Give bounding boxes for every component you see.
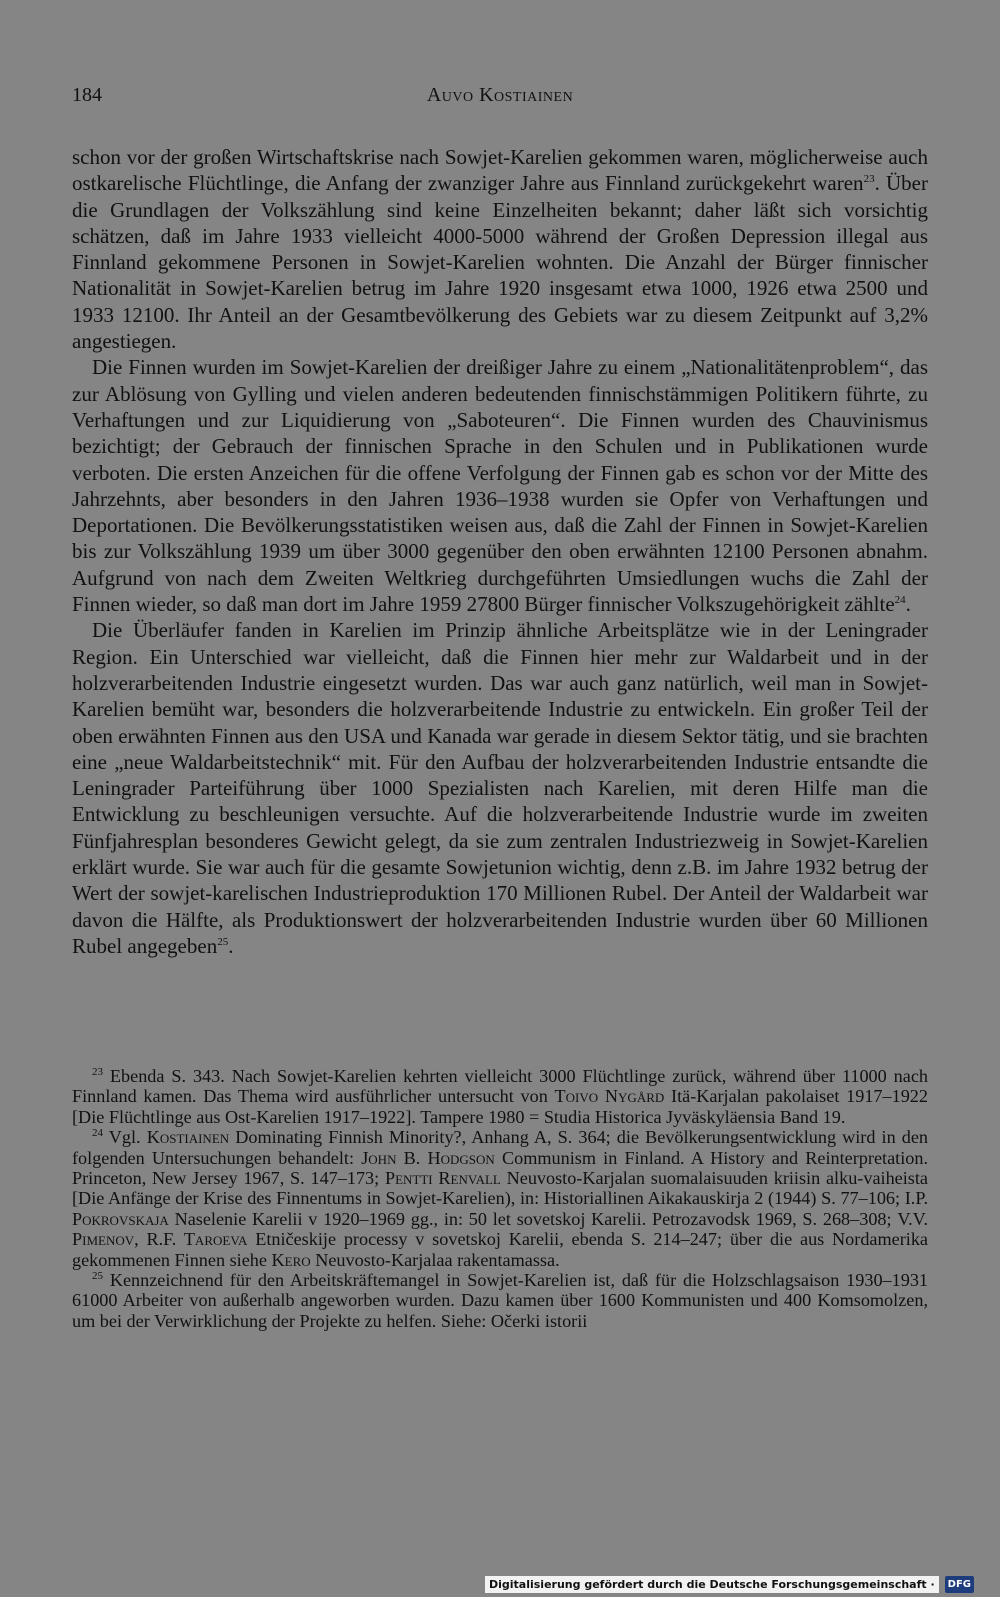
footnote-ref-23: 23	[863, 173, 875, 186]
footnote-author: Kero	[271, 1249, 311, 1270]
page-number: 184	[72, 84, 102, 106]
footnote-text: Ebenda S. 343. Nach Sowjet-Karelien kehrten vielleicht 3000 Flüchtlinge zurück, während über 11000 nach Finnland kamen. Das Thema wird ausführlicher untersucht von	[72, 1066, 928, 1107]
page-header	[72, 84, 928, 114]
footnote-text: Dominating Finnish Minority?, Anhang A, S. 364; die Bevölkerungsentwicklung wird in den folgenden Untersuchungen behandelt:	[72, 1127, 929, 1168]
footnote-23	[72, 1066, 928, 1127]
paragraph-2	[72, 354, 928, 617]
footnote-number: 23	[92, 1065, 103, 1078]
footnote-author: I.P. Pokrovskaja	[72, 1188, 928, 1229]
footnote-text: Neuvosto-Karjalaa rakentamassa.	[310, 1249, 560, 1270]
paragraph-1-text-a: schon vor der großen Wirtschaftskrise nach Sowjet-Karelien gekommen waren, möglicherweise auch ostkarelische Flüchtlinge, die Anfang der zwanziger Jahre aus Finnland zurückgekehrt waren	[72, 145, 928, 196]
footnote-text: Neuvosto-Karjalan suomalaisuuden kriisin alku-vaiheista [Die Anfänge der Krise des Finnentums in Sowjet-Karelien), in: Historiallinen Aikakauskirja 2 (1944) S. 77–106;	[72, 1168, 928, 1209]
footnote-author: V.V. Pimenov, R.F. Taroeva	[72, 1208, 928, 1250]
body-text	[72, 144, 928, 959]
footnote-text: Naselenie Karelii v 1920–1969 gg., in: 50 let sovetskoj Karelii. Petrozavodsk 1969, S. 268–308;	[168, 1208, 898, 1229]
footnote-number: 24	[92, 1127, 103, 1140]
footnote-text: Etničeskije processy v sovetskoj Karelii, ebenda S. 214–247; über die aus Nordamerika gekommenen Finnen siehe	[72, 1229, 928, 1270]
paragraph-2-text-b: .	[905, 592, 911, 617]
paragraph-1	[72, 144, 928, 354]
paragraph-3-text-a: Die Überläufer fanden in Karelien im Prinzip ähnliche Arbeitsplätze wie in der Leningrader Region. Ein Unterschied war vielleicht, daß die Finnen hier mehr zur Waldarbeit und in der holzverarbeitenden Industrie eingesetzt wurden. Das war auch ganz natürlich, weil man in Sowjet-Karelien bemüht war, besonders die holzverarbeitende Industrie zu entwickeln. Ein großer Teil der oben erwähnten Finnen aus den USA und Kanada war gerade in diesem Sektor tätig, und sie brachten eine „neue Waldarbeitstechnik“ mit. Für den Aufbau der holzverarbeitenden Industrie entsandte die Leningrader Parteiführung über 1000 Spezialisten nach Karelien, mit deren Hilfe man die Entwicklung zu beschleunigen versuchte. Auf die holzverarbeitende Industrie wurde im zweiten Fünfjahresplan besonderes Gewicht gelegt, da sie zum zentralen Industriezweig in Sowjet-Karelien erklärt wurde. Sie war auch für die gesamte Sowjetunion wichtig, denn z.B. im Jahre 1932 betrug der Wert der sowjet-karelischen Industrieproduktion 170 Millionen Rubel. Der Anteil der Waldarbeit war davon die Hälfte, als Produktionswert der holzverarbeitenden Industrie wurden über 60 Millionen Rubel angegeben	[72, 618, 928, 958]
footnote-author: Pentti Renvall	[384, 1168, 501, 1189]
footnote-number: 25	[92, 1270, 103, 1282]
footnote-author: Kostiainen	[146, 1127, 230, 1148]
footnote-text: Vgl.	[108, 1127, 147, 1148]
footnote-ref-24: 24	[894, 594, 906, 607]
footnote-author: John B. Hodgson	[361, 1147, 495, 1168]
footnote-25	[72, 1270, 928, 1331]
footnote-text: Itä-Karjalan pakolaiset 1917–1922 [Die Flüchtlinge aus Ost-Karelien 1917–1922]. Tampere 1980 = Studia Historica Jyväskyläensia Band 19.	[72, 1086, 928, 1127]
footnote-text: Kennzeichnend für den Arbeitskräftemangel in Sowjet-Karelien ist, daß für die Holzschlagsaison 1930–1931 61000 Arbeiter von außerhalb angeworben wurden. Dazu kamen über 1600 Kommunisten und 400 Komsomolzen, um bei der Verwirklichung der Projekte zu helfen. Siehe: Očerki istorii	[72, 1270, 929, 1331]
paragraph-3-text-b: .	[228, 933, 234, 958]
footnote-author: Toivo Nygård	[554, 1086, 665, 1107]
dfg-logo-icon: DFG	[945, 1576, 974, 1593]
footnote-24	[72, 1127, 928, 1270]
credit-text: Digitalisierung gefördert durch die Deutsche Forschungsgemeinschaft ·	[485, 1576, 939, 1593]
digitization-credit	[485, 1573, 974, 1595]
paragraph-2-text-a: Die Finnen wurden im Sowjet-Karelien der dreißiger Jahre zu einem „Nationalitätenproblem“, das zur Ablösung von Gylling und vielen anderen bedeutenden finnischstämmigen Politikern führte, zu Verhaftungen und zur Liquidierung von „Saboteuren“. Die Finnen wurden des Chauvinismus bezichtigt; der Gebrauch der finnischen Sprache in den Schulen und in Publikationen wurde verboten. Die ersten Anzeichen für die offene Verfolgung der Finnen gab es schon vor der Mitte des Jahrzehnts, aber besonders in den Jahren 1936–1938 wurden sie Opfer von Verhaftungen und Deportationen. Die Bevölkerungsstatistiken weisen aus, daß die Zahl der Finnen in Sowjet-Karelien bis zur Volkszählung 1939 um über 3000 gegenüber den oben erwähnten 12100 Personen abnahm. Aufgrund von nach dem Zweiten Weltkrieg durchgeführten Umsiedlungen wuchs die Zahl der Finnen wieder, so daß man dort im Jahre 1959 27800 Bürger finnischer Volkszugehörigkeit zählte	[72, 355, 928, 617]
footnotes	[72, 1066, 928, 1331]
paragraph-1-text-b: . Über die Grundlagen der Volkszählung sind keine Einzelheiten bekannt; daher läßt sich vorsichtig schätzen, daß im Jahre 1933 vielleicht 4000-5000 während der Großen Depression illegal aus Finnland gekommene Personen in Sowjet-Karelien wohnten. Die Anzahl der Bürger finnischer Nationalität in Sowjet-Karelien betrug im Jahre 1920 insgesamt etwa 1000, 1926 etwa 2500 und 1933 12100. Ihr Anteil an der Gesamtbevölkerung des Gebiets war zu diesem Zeitpunkt auf 3,2% angestiegen.	[72, 171, 928, 354]
paragraph-3	[72, 617, 928, 959]
footnote-ref-25: 25	[217, 935, 229, 948]
running-head: Auvo Kostiainen	[426, 84, 574, 106]
footnote-text: Communism in Finland. A History and Reinterpretation. Princeton, New Jersey 1967, S. 147–173;	[72, 1147, 929, 1189]
